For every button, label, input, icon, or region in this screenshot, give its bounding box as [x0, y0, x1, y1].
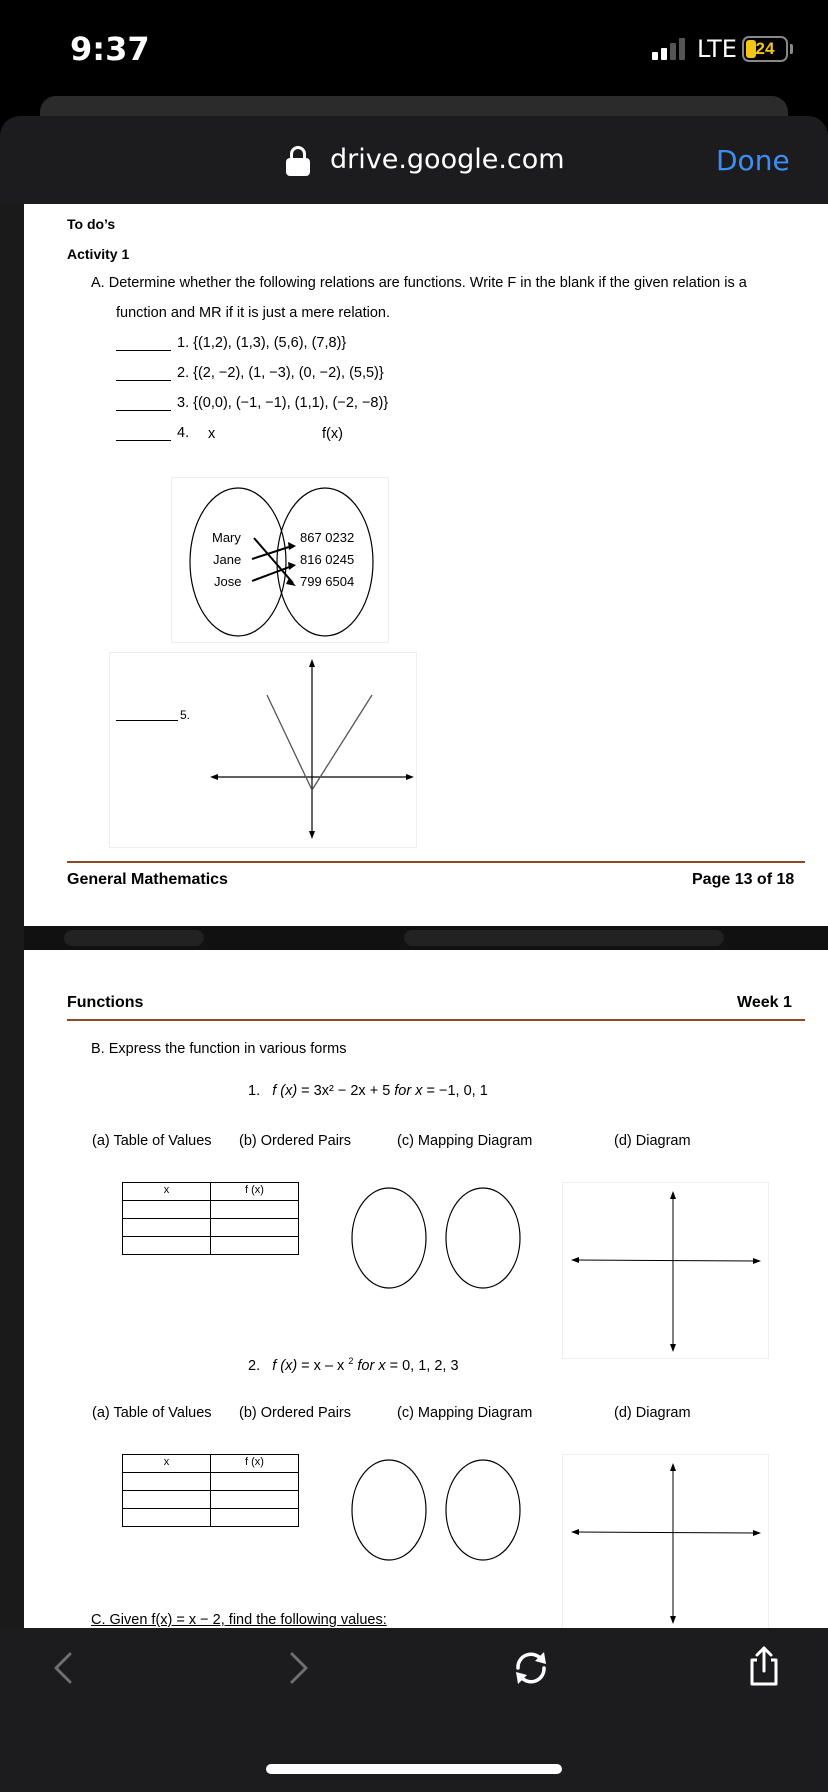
answer-blank-2: [116, 380, 171, 381]
item-5-figure: [109, 652, 417, 848]
v-shape-graph: [110, 653, 418, 849]
status-time: 9:37: [70, 30, 150, 68]
mapping-number-2: 816 0245: [300, 552, 355, 567]
col-mapping-2: (c) Mapping Diagram: [397, 1405, 533, 1421]
network-type: LTE: [697, 35, 737, 63]
problem-2-exponent: 2: [348, 1356, 354, 1366]
share-icon[interactable]: [746, 1644, 782, 1688]
document-page-13: [24, 204, 828, 926]
ghost-tab: [64, 930, 204, 946]
page-gap: [24, 926, 828, 950]
activity-heading: Activity 1: [67, 246, 130, 262]
col-diagram-1: (d) Diagram: [614, 1133, 691, 1149]
problem-2-fn: f (x): [272, 1357, 298, 1374]
table-cell: [211, 1491, 299, 1509]
coordinate-plane-1: [562, 1182, 769, 1359]
table-header-fx: f (x): [211, 1183, 299, 1201]
table-cell: [211, 1237, 299, 1255]
page-header-week: Week 1: [737, 994, 792, 1011]
mapping-number-3: 799 6504: [300, 574, 355, 589]
answer-blank-3: [116, 410, 171, 411]
part-c-instruction: C. Given f(x) = x − 2, find the following values:: [91, 1612, 387, 1628]
problem-1-number: 1.: [248, 1083, 261, 1099]
document-viewer[interactable]: [0, 204, 828, 1628]
mapping-diagram-blank-1: [346, 1182, 528, 1295]
mapping-name-3: Jose: [214, 574, 242, 589]
problem-2-for: for x: [357, 1357, 386, 1374]
chevron-right-icon[interactable]: [284, 1650, 314, 1686]
answer-blank-4: [116, 440, 171, 441]
item-5-label: 5.: [180, 708, 191, 722]
answer-blank-1: [116, 350, 171, 351]
problem-2-values: = 0, 1, 2, 3: [385, 1357, 459, 1374]
home-indicator[interactable]: [266, 1764, 562, 1774]
item-4-x-label: x: [208, 426, 216, 442]
table-cell: [123, 1491, 211, 1509]
table-cell: [123, 1509, 211, 1527]
footer-subject: General Mathematics: [67, 871, 228, 888]
problem-2-number: 2.: [248, 1357, 261, 1374]
table-of-values-1: [122, 1182, 299, 1255]
table-header-fx: f (x): [211, 1455, 299, 1473]
col-diagram-2: (d) Diagram: [614, 1405, 691, 1421]
table-header-x: x: [123, 1183, 211, 1201]
col-mapping-1: (c) Mapping Diagram: [397, 1133, 533, 1149]
col-table-values-1: (a) Table of Values: [92, 1133, 212, 1149]
header-rule: [67, 1019, 805, 1021]
item-3: 3. {(0,0), (−1, −1), (1,1), (−2, −8)}: [177, 395, 389, 411]
part-a-instruction-cont: function and MR if it is just a mere relation.: [116, 305, 391, 321]
url-label[interactable]: drive.google.com: [330, 144, 565, 175]
ghost-tab: [404, 930, 724, 946]
table-header-x: x: [123, 1455, 211, 1473]
part-a-instruction: A. Determine whether the following relations are functions. Write F in the blank if the given relation is a: [91, 275, 747, 291]
part-b-instruction: B. Express the function in various forms: [91, 1041, 347, 1057]
mapping-name-2: Jane: [213, 552, 242, 567]
todo-heading: To do’s: [67, 216, 116, 232]
table-cell: [211, 1473, 299, 1491]
problem-2: [248, 1356, 459, 1374]
table-of-values-2: [122, 1454, 299, 1527]
table-cell: [123, 1201, 211, 1219]
problem-1: [248, 1083, 488, 1099]
status-bar: [0, 0, 828, 100]
table-cell: [211, 1201, 299, 1219]
mapping-diagram: [171, 477, 389, 643]
mapping-number-1: 867 0232: [300, 530, 355, 545]
mapping-diagram-blank-2: [346, 1454, 528, 1567]
coordinate-plane-2: [562, 1454, 769, 1628]
table-cell: [211, 1219, 299, 1237]
col-ordered-pairs-1: (b) Ordered Pairs: [239, 1133, 352, 1149]
table-cell: [123, 1473, 211, 1491]
item-2: 2. {(2, −2), (1, −3), (0, −2), (5,5)}: [177, 365, 384, 381]
problem-1-for: for x: [394, 1083, 423, 1099]
mapping-name-1: Mary: [212, 530, 241, 545]
problem-2-expression: = x – x: [297, 1357, 349, 1374]
document-page-14: [24, 950, 828, 1628]
battery-level: 24: [755, 39, 775, 58]
col-ordered-pairs-2: (b) Ordered Pairs: [239, 1405, 352, 1421]
problem-1-fn: f (x): [272, 1083, 298, 1099]
table-cell: [211, 1509, 299, 1527]
signal-icon: [652, 38, 685, 60]
table-cell: [123, 1219, 211, 1237]
battery-icon: [742, 36, 788, 62]
col-table-values-2: (a) Table of Values: [92, 1405, 212, 1421]
refresh-icon[interactable]: [510, 1648, 552, 1688]
done-button[interactable]: Done: [716, 144, 790, 177]
item-4-fx-label: f(x): [322, 426, 343, 442]
footer-rule: [67, 861, 805, 863]
item-1: 1. {(1,2), (1,3), (5,6), (7,8)}: [177, 335, 347, 351]
problem-1-values: = −1, 0, 1: [422, 1083, 488, 1099]
problem-1-expression: = 3x² − 2x + 5: [297, 1083, 395, 1099]
page-header-topic: Functions: [67, 994, 144, 1011]
battery-nub: [790, 44, 793, 54]
item-4: 4.: [177, 425, 190, 441]
chevron-left-icon[interactable]: [48, 1650, 78, 1686]
lock-icon: [286, 146, 310, 176]
table-cell: [123, 1237, 211, 1255]
footer-page-number: Page 13 of 18: [692, 871, 795, 888]
